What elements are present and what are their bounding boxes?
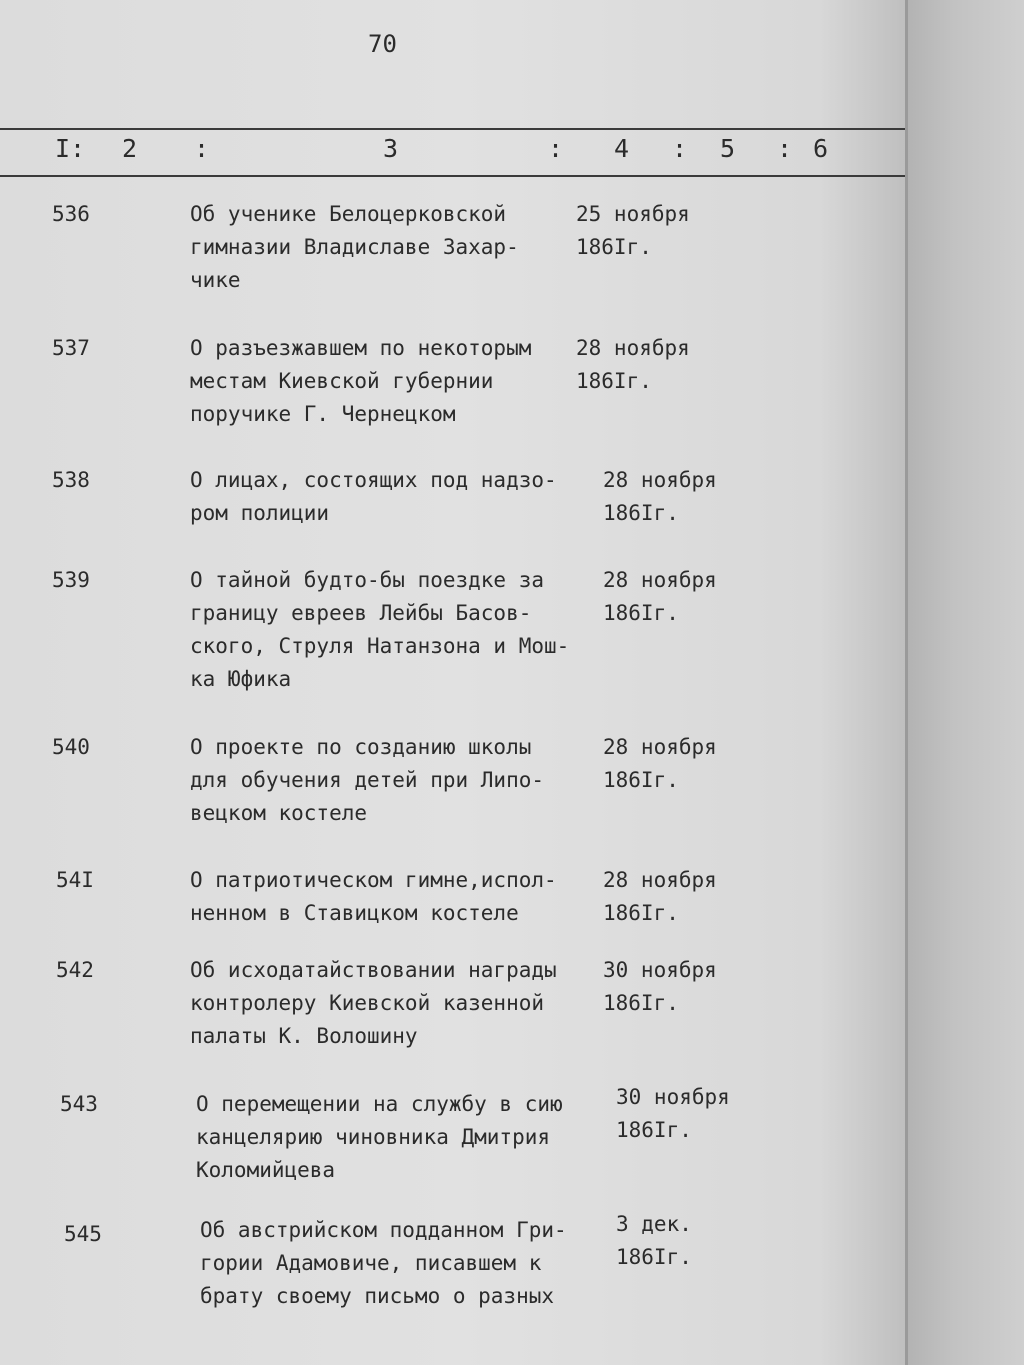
row-title-line: границу евреев Лейбы Басов- bbox=[190, 601, 532, 625]
header-separator: : bbox=[548, 134, 564, 163]
row-title-line: О патриотическом гимне,испол- bbox=[190, 868, 557, 892]
row-title-line: чике bbox=[190, 268, 241, 292]
row-date: 25 ноября bbox=[576, 202, 690, 226]
header-col-5: 5 bbox=[720, 134, 736, 163]
row-year: 186Iг. bbox=[603, 901, 679, 925]
row-title-line: местам Киевской губернии bbox=[190, 369, 494, 393]
row-title-line: ненном в Ставицком костеле bbox=[190, 901, 519, 925]
row-year: 186Iг. bbox=[603, 601, 679, 625]
header-col-4: 4 bbox=[614, 134, 630, 163]
row-title-line: вецком костеле bbox=[190, 801, 368, 825]
row-number: 538 bbox=[52, 468, 90, 492]
row-title-line: ского, Струля Натанзона и Мош- bbox=[190, 634, 570, 658]
header-col-2: 2 bbox=[122, 134, 138, 163]
header-col-6: 6 bbox=[813, 134, 829, 163]
row-title-line: гории Адамовиче, писавшем к bbox=[200, 1251, 542, 1275]
header-col-3: 3 bbox=[383, 134, 399, 163]
header-separator: : bbox=[777, 134, 793, 163]
row-year: 186Iг. bbox=[603, 768, 679, 792]
row-title-line: О лицах, состоящих под надзо- bbox=[190, 468, 557, 492]
row-number: 536 bbox=[52, 202, 90, 226]
row-year: 186Iг. bbox=[576, 235, 652, 259]
row-year: 186Iг. bbox=[616, 1118, 692, 1142]
row-number: 540 bbox=[52, 735, 90, 759]
row-title-line: О разъезжавшем по некоторым bbox=[190, 336, 532, 360]
header-separator: : bbox=[194, 134, 210, 163]
row-title-line: Об ученике Белоцерковской bbox=[190, 202, 507, 226]
header-separator: : bbox=[672, 134, 688, 163]
row-number: 543 bbox=[60, 1092, 98, 1116]
row-title-line: для обучения детей при Липо- bbox=[190, 768, 545, 792]
row-title-line: поручике Г. Чернецком bbox=[190, 402, 456, 426]
row-title-line: Об исходатайствовании награды bbox=[190, 958, 557, 982]
row-year: 186Iг. bbox=[603, 501, 679, 525]
row-title-line: гимназии Владиславе Захар- bbox=[190, 235, 519, 259]
row-title-line: ка Юфика bbox=[190, 667, 292, 691]
row-title-line: ром полиции bbox=[190, 501, 330, 525]
row-number: 539 bbox=[52, 568, 90, 592]
header-top-rule bbox=[0, 128, 905, 130]
header-bottom-rule bbox=[0, 175, 905, 177]
row-title-line: контролеру Киевской казенной bbox=[190, 991, 545, 1015]
row-date: 30 ноября bbox=[616, 1085, 730, 1109]
row-year: 186Iг. bbox=[616, 1245, 692, 1269]
row-date: 28 ноября bbox=[603, 868, 717, 892]
row-date: 28 ноября bbox=[603, 568, 717, 592]
header-col-1: I: bbox=[55, 134, 86, 163]
row-year: 186Iг. bbox=[603, 991, 679, 1015]
row-number: 542 bbox=[56, 958, 94, 982]
page-edge-shadow bbox=[908, 0, 1024, 1365]
row-date: 3 дек. bbox=[616, 1212, 692, 1236]
row-date: 28 ноября bbox=[603, 735, 717, 759]
row-title-line: брату своему письмо о разных bbox=[200, 1284, 555, 1308]
row-date: 28 ноября bbox=[576, 336, 690, 360]
row-number: 545 bbox=[64, 1222, 102, 1246]
row-date: 28 ноября bbox=[603, 468, 717, 492]
row-number: 54I bbox=[56, 868, 94, 892]
row-title-line: О тайной будто-бы поездке за bbox=[190, 568, 545, 592]
row-title-line: Коломийцева bbox=[196, 1158, 336, 1182]
row-title-line: палаты К. Волошину bbox=[190, 1024, 418, 1048]
row-title-line: О перемещении на службу в сию bbox=[196, 1092, 563, 1116]
row-title-line: канцелярию чиновника Дмитрия bbox=[196, 1125, 551, 1149]
page-number: 70 bbox=[368, 30, 397, 58]
row-number: 537 bbox=[52, 336, 90, 360]
row-year: 186Iг. bbox=[576, 369, 652, 393]
row-title-line: Об австрийском подданном Гри- bbox=[200, 1218, 567, 1242]
row-date: 30 ноября bbox=[603, 958, 717, 982]
page-fold-line bbox=[905, 0, 908, 1365]
row-title-line: О проекте по созданию школы bbox=[190, 735, 532, 759]
